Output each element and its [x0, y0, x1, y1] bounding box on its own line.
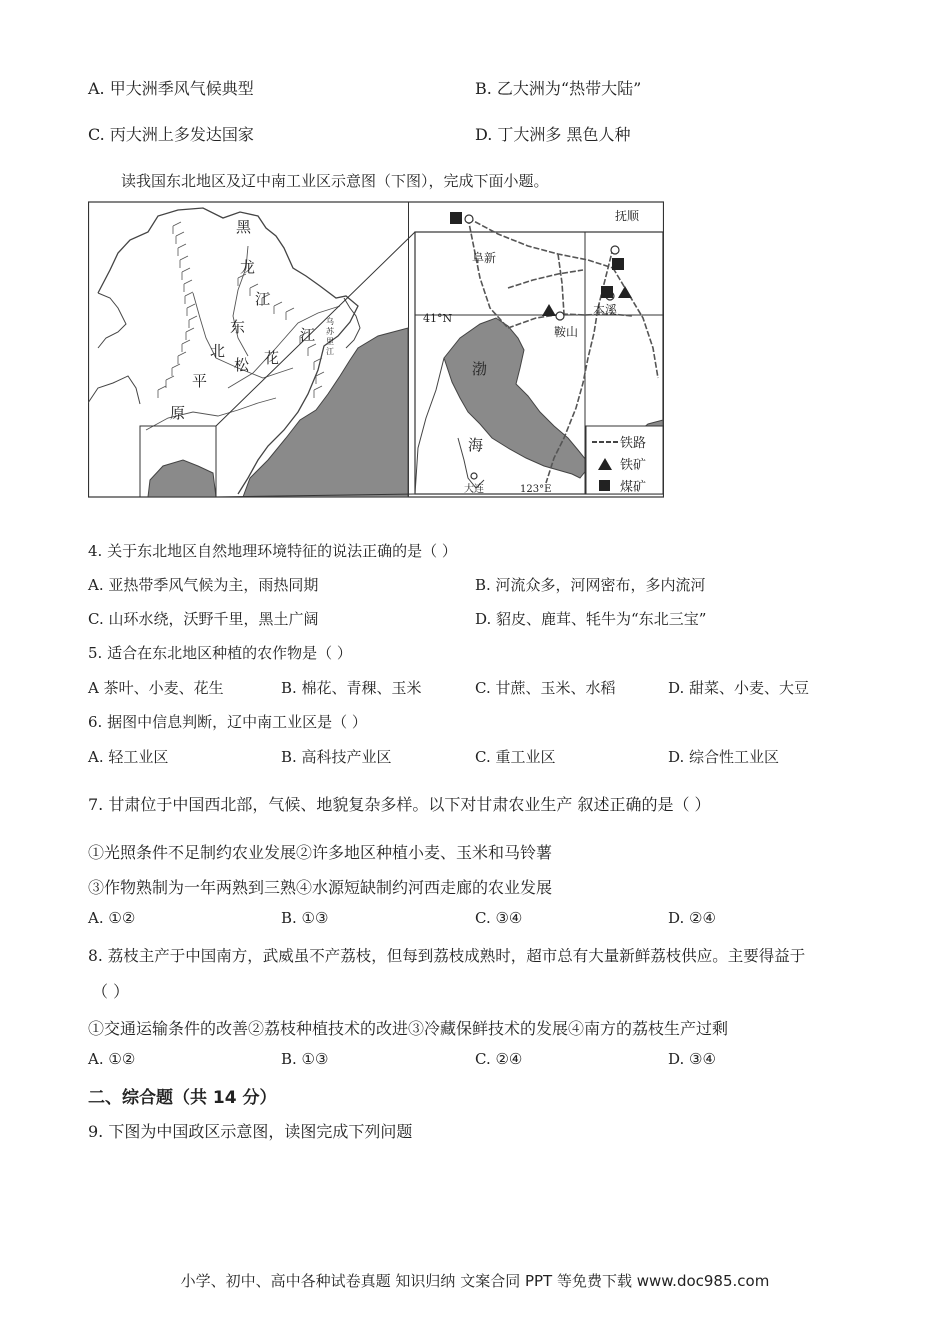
q7-option-d: D. ②④ [668, 909, 716, 927]
label-li: 里 [326, 337, 334, 346]
q8-stem: 8. 荔枝主产于中国南方，武威虽不产荔枝，但每到荔枝成熟时，超市总有大量新鲜荔枝供应。主要得益于 [88, 947, 806, 965]
q7-option-c: C. ③④ [475, 909, 523, 927]
top-option-b: B. 乙大洲为“热带大陆” [475, 79, 642, 98]
page-footer: 小学、初中、高中各种试卷真题 知识归纳 文案合同 PPT 等免费下载 www.doc985.com [180, 1272, 770, 1290]
q8-option-d: D. ③④ [668, 1050, 716, 1068]
q5-option-d: D. 甜菜、小麦、大豆 [668, 679, 810, 697]
map-legend [586, 426, 663, 495]
section-title: 二、综合题（共 14 分） [88, 1088, 277, 1108]
q8-statements: ①交通运输条件的改善②荔枝种植技术的改进③冷藏保鲜技术的发展④南方的荔枝生产过剩 [88, 1019, 729, 1038]
label-bei: 北 [210, 342, 226, 360]
q4-option-d: D. 貂皮、鹿茸、牦牛为“东北三宝” [475, 610, 707, 628]
top-option-d: D. 丁大洲多 黑色人种 [475, 125, 631, 144]
q7-statements-1: ①光照条件不足制约农业发展②许多地区种植小麦、玉米和马铃薯 [88, 843, 553, 862]
q6-stem: 6. 据图中信息判断，辽中南工业区是（ ） [88, 713, 367, 731]
top-option-c: C. 丙大洲上多发达国家 [88, 125, 254, 144]
label-hua: 花 [264, 349, 280, 367]
top-option-a: A. 甲大洲季风气候典型 [88, 79, 254, 98]
q4-option-c: C. 山环水绕，沃野千里，黑土广阔 [88, 610, 319, 628]
label-dalian: 大连 [464, 484, 484, 495]
label-fushun: 抚顺 [615, 209, 640, 223]
q4-option-a: A. 亚热带季风气候为主，雨热同期 [88, 576, 319, 594]
q4-option-b: B. 河流众多，河网密布，多内流河 [475, 576, 706, 594]
q6-option-c: C. 重工业区 [475, 748, 556, 766]
legend-iron: 铁矿 [620, 458, 647, 473]
q5-option-b: B. 棉花、青稞、玉米 [281, 679, 422, 697]
label-song: 松 [234, 356, 250, 374]
label-long: 龙 [240, 258, 256, 276]
q6-option-d: D. 综合性工业区 [668, 748, 780, 766]
label-bo: 渤 [472, 360, 488, 378]
q8-paren: （ ） [92, 982, 130, 1001]
q6-option-b: B. 高科技产业区 [281, 748, 392, 766]
label-dong: 东 [230, 318, 246, 336]
q9-stem: 9. 下图为中国政区示意图，读图完成下列问题 [88, 1122, 413, 1141]
q5-stem: 5. 适合在东北地区种植的农作物是（ ） [88, 644, 352, 662]
q7-option-b: B. ①③ [281, 909, 329, 927]
map-intro: 读我国东北地区及辽中南工业区示意图（下图），完成下面小题。 [121, 172, 549, 190]
q6-option-a: A. 轻工业区 [88, 748, 169, 766]
label-anshan: 鞍山 [554, 325, 579, 339]
label-hei: 黑 [236, 218, 252, 236]
label-wu: 乌 [326, 317, 334, 326]
label-jiang-2: 江 [300, 326, 316, 344]
label-fuxin: 阜新 [472, 251, 497, 265]
q8-option-a: A. ①② [88, 1050, 136, 1068]
legend-railway: 铁路 [620, 436, 647, 451]
label-ping: 平 [192, 372, 208, 390]
label-jiang-small: 江 [326, 347, 334, 356]
q7-statements-2: ③作物熟制为一年两熟到三熟④水源短缺制约河西走廊的农业发展 [88, 878, 553, 897]
label-jiang-1: 江 [255, 290, 271, 308]
q8-option-c: C. ②④ [475, 1050, 523, 1068]
q8-option-b: B. ①③ [281, 1050, 329, 1068]
label-lat-41n: 41°N [423, 312, 453, 325]
q4-stem: 4. 关于东北地区自然地理环境特征的说法正确的是（ ） [88, 542, 457, 560]
label-su: 苏 [326, 327, 334, 336]
legend-coal: 煤矿 [620, 480, 647, 495]
q5-option-c: C. 甘蔗、玉米、水稻 [475, 679, 616, 697]
label-yuan: 原 [170, 404, 186, 422]
label-hai: 海 [468, 436, 484, 454]
q7-option-a: A. ①② [88, 909, 136, 927]
label-lon-123e: 123°E [520, 484, 552, 495]
label-benxi: 本溪 [593, 303, 618, 317]
q5-option-a: A 茶叶、小麦、花生 [88, 679, 224, 697]
q7-stem: 7. 甘肃位于中国西北部，气候、地貌复杂多样。以下对甘肃农业生产 叙述正确的是（ ） [88, 795, 711, 814]
northeast-china-map [88, 198, 664, 498]
